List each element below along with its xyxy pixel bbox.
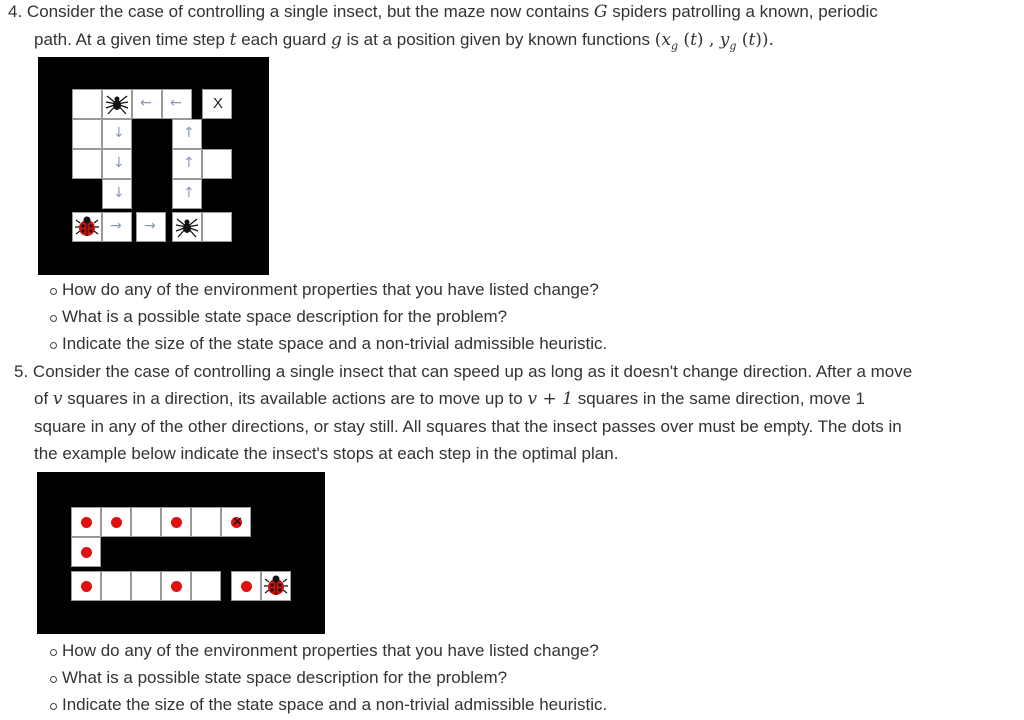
maze-cell bbox=[102, 149, 132, 179]
red-dot-icon bbox=[171, 581, 182, 592]
maze-cell bbox=[172, 119, 202, 149]
bullet-circle-icon bbox=[50, 288, 57, 295]
maze-goal-cell bbox=[202, 89, 232, 119]
maze-cell bbox=[221, 507, 251, 537]
maze-cell bbox=[202, 212, 232, 242]
maze-cell bbox=[72, 212, 102, 242]
arrow-down-icon: ↓ bbox=[113, 155, 125, 171]
arrow-up-icon: ↑ bbox=[183, 125, 195, 141]
q5-bullet-1: How do any of the environment properties that you have listed change? bbox=[62, 641, 599, 660]
maze-cell bbox=[71, 537, 101, 567]
maze-cell bbox=[161, 571, 191, 601]
maze-cell bbox=[72, 149, 102, 179]
q4-position-formula: ($x_g$ (t) , $y_g$ (t)). bbox=[654, 30, 774, 53]
arrow-down-icon: ↓ bbox=[113, 185, 125, 201]
maze-cell bbox=[101, 507, 131, 537]
maze-cell bbox=[102, 89, 132, 119]
maze-cell bbox=[72, 119, 102, 149]
maze-cell bbox=[172, 212, 202, 242]
red-dot-icon bbox=[81, 581, 92, 592]
q5-line-4: the example below indicate the insect's stops at each step in the optimal plan. bbox=[34, 444, 619, 463]
q5-bullet-3: Indicate the size of the state space and a non-trivial admissible heuristic. bbox=[62, 695, 608, 714]
maze-cell bbox=[136, 212, 166, 242]
q5-line-3: square in any of the other directions, or stay still. All squares that the insect passes over must be empty. The dots in bbox=[34, 417, 902, 436]
maze-cell bbox=[191, 571, 221, 601]
arrow-right-icon: → bbox=[110, 218, 122, 234]
maze-cell bbox=[72, 89, 102, 119]
speed-maze-figure bbox=[37, 472, 325, 634]
maze-cell bbox=[202, 149, 232, 179]
maze-cell bbox=[131, 571, 161, 601]
arrow-up-icon: ↑ bbox=[183, 155, 195, 171]
q4-bullet-3: Indicate the size of the state space and a non-trivial admissible heuristic. bbox=[62, 334, 608, 353]
q5-bullet-2: What is a possible state space description for the problem? bbox=[62, 668, 508, 687]
arrow-up-icon: ↑ bbox=[183, 185, 195, 201]
q5-line-1: 5. Consider the case of controlling a single insect that can speed up as long as it doesn't change direction. After a move bbox=[14, 362, 913, 381]
bullet-circle-icon bbox=[50, 315, 57, 322]
ladybug-icon bbox=[262, 572, 290, 600]
spider-maze-figure bbox=[38, 57, 269, 275]
spider-icon bbox=[173, 213, 201, 241]
maze-cell bbox=[231, 571, 261, 601]
arrow-left-icon: ← bbox=[140, 95, 152, 111]
bullet-circle-icon bbox=[50, 342, 57, 349]
q4-bullet-1: How do any of the environment properties that you have listed change? bbox=[62, 280, 599, 299]
maze-goal-label: X bbox=[213, 95, 224, 112]
arrow-right-icon: → bbox=[144, 218, 156, 234]
maze-cell bbox=[102, 179, 132, 209]
maze-cell bbox=[261, 571, 291, 601]
bullet-circle-icon bbox=[50, 703, 57, 710]
q4-line-1: 4. Consider the case of controlling a single insect, but the maze now contains G spiders patrolling a known, periodic bbox=[8, 2, 878, 22]
q4-line-2: path. At a given time step t each guard g is at a position given by known functions ($x_g$ (t) , $y_g$ (t)). bbox=[34, 30, 774, 53]
q4-bullet-2: What is a possible state space description for the problem? bbox=[62, 307, 508, 326]
red-dot-icon bbox=[81, 547, 92, 558]
maze-cell bbox=[191, 507, 221, 537]
bullet-circle-icon bbox=[50, 676, 57, 683]
maze-cell bbox=[71, 571, 101, 601]
ladybug-icon bbox=[73, 213, 101, 241]
q5-line-2: of v squares in a direction, its available actions are to move up to v + 1 squares in the same direction, move 1 bbox=[34, 389, 865, 409]
spider-icon bbox=[103, 90, 131, 118]
maze-cell bbox=[162, 89, 192, 119]
maze-cell bbox=[102, 119, 132, 149]
maze-cell bbox=[172, 179, 202, 209]
arrow-down-icon: ↓ bbox=[113, 125, 125, 141]
maze-cell bbox=[102, 212, 132, 242]
maze-cell bbox=[132, 89, 162, 119]
q4-number: 4. bbox=[8, 2, 23, 21]
maze-cell bbox=[71, 507, 101, 537]
x-mark-icon: ✕ bbox=[232, 515, 243, 530]
arrow-left-icon: ← bbox=[170, 95, 182, 111]
maze-cell bbox=[101, 571, 131, 601]
red-dot-icon bbox=[171, 517, 182, 528]
maze-cell bbox=[161, 507, 191, 537]
bullet-circle-icon bbox=[50, 649, 57, 656]
red-dot-icon bbox=[81, 517, 92, 528]
maze-cell bbox=[172, 149, 202, 179]
red-dot-icon bbox=[111, 517, 122, 528]
maze-cell bbox=[131, 507, 161, 537]
q5-number: 5. bbox=[14, 362, 29, 381]
red-dot-icon bbox=[241, 581, 252, 592]
